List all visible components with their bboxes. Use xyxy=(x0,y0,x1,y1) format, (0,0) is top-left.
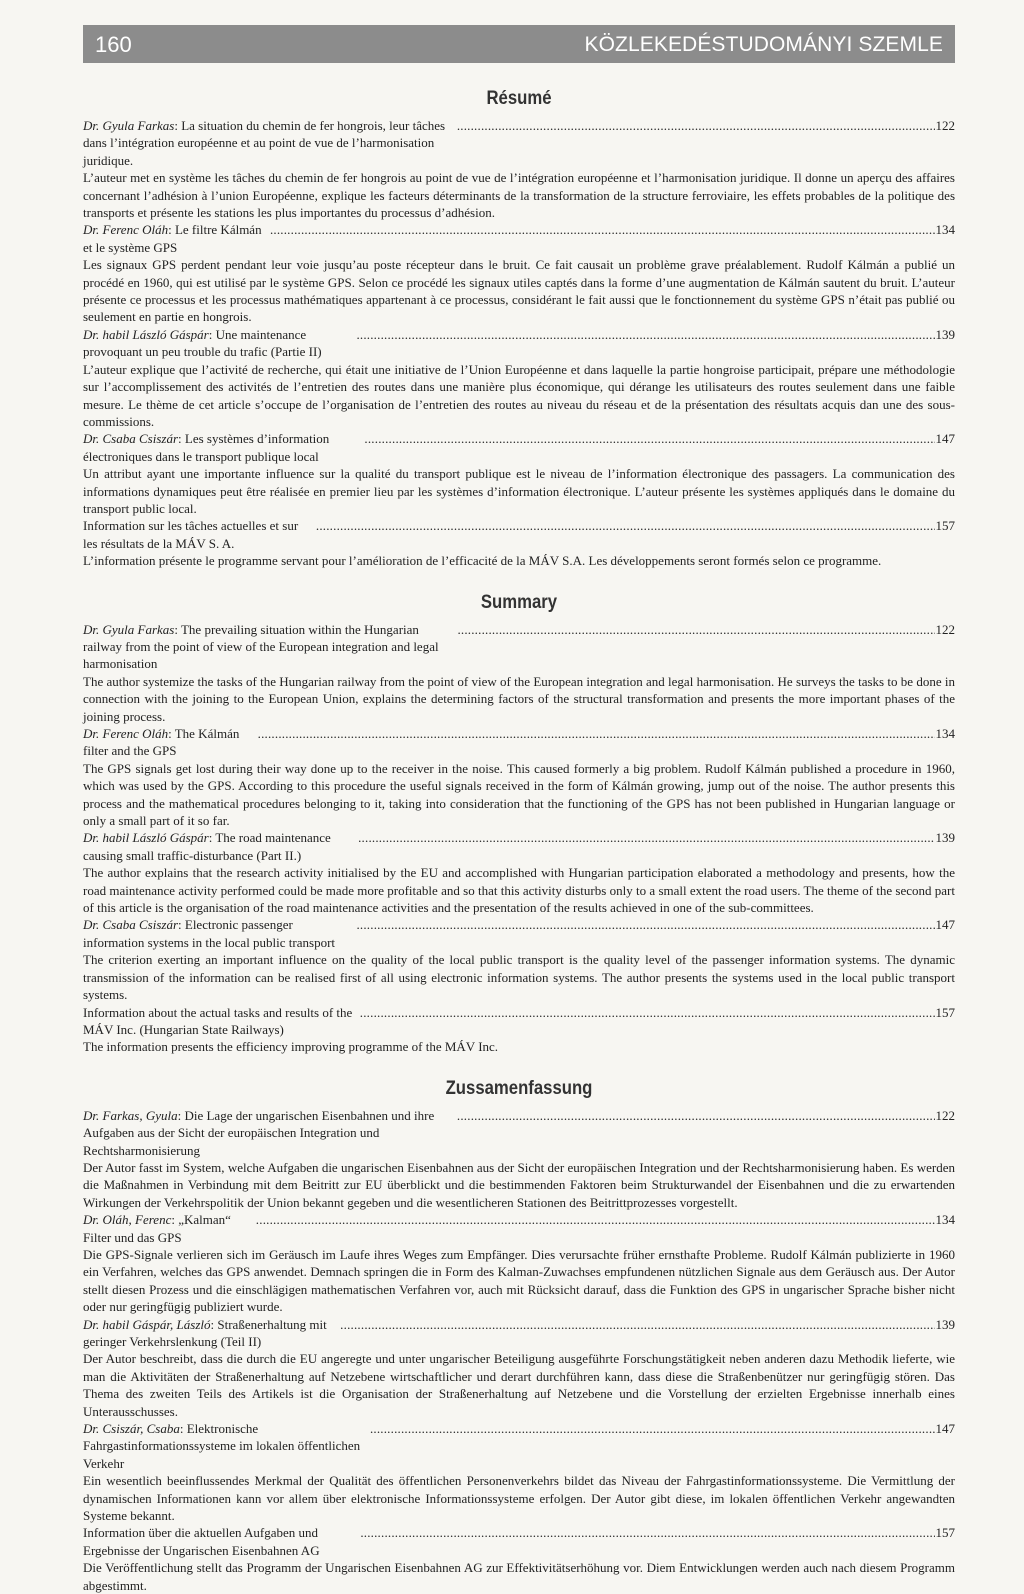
dot-leader xyxy=(356,326,934,343)
entry-title-line xyxy=(83,430,955,465)
entry-author: Dr. Csiszár, Csaba xyxy=(83,1421,180,1437)
entry-title: : „Kalman“ Filter und das GPS xyxy=(83,1212,231,1245)
entry-heading xyxy=(83,430,363,465)
entry-title: : La situation du chemin de fer hongrois, leur tâches dans l’intégration européenne et au point de vue de l’harmonisation juridique. xyxy=(83,118,446,168)
dot-leader xyxy=(364,430,934,447)
abstracts-content xyxy=(83,88,955,1594)
entry-abstract: L’auteur met en système les tâches du chemin de fer hongrois au point de vue de l’intégration européenne et l’harmonisation juridique. Il donne un aperçu des affaires concernant l’adhésion à l’union Européenne, explique les facteurs déterminants de la transformation de la structure ferroviaire, les effets probables de la politique des transports et présente les stations les plus importantes du processus d’adhésion. xyxy=(83,170,955,221)
abstract-entry xyxy=(83,621,955,725)
abstract-entry xyxy=(83,829,955,916)
entry-title-line xyxy=(83,829,955,864)
entry-page-number: 147 xyxy=(935,1421,955,1437)
entry-heading xyxy=(83,829,357,864)
abstract-entry xyxy=(83,517,955,569)
entry-author: Dr. Ferenc Oláh xyxy=(83,726,169,741)
entry-author: Dr. habil László Gáspár xyxy=(83,326,209,342)
section-title: Zussamenfassung xyxy=(445,1077,593,1099)
entry-heading xyxy=(83,117,456,169)
entry-title: : Electronic passenger information systems in the local public transport xyxy=(83,917,336,950)
dot-leader xyxy=(340,1316,934,1333)
entry-title: : Une maintenance provoquant un peu trouble du trafic (Partie II) xyxy=(83,326,322,360)
abstract-entry xyxy=(83,326,955,430)
abstract-entry xyxy=(83,1107,955,1211)
abstract-entry xyxy=(83,916,955,1003)
abstract-entry xyxy=(83,430,955,517)
entry-title-line xyxy=(83,1211,955,1246)
entry-title: : Straßenerhaltung mit geringer Verkehrslenkung (Teil II) xyxy=(83,1316,327,1349)
abstract-entry xyxy=(83,1004,955,1056)
entry-title-line xyxy=(83,725,955,760)
abstract-entry xyxy=(83,725,955,829)
abstract-entry xyxy=(83,221,955,325)
dot-leader xyxy=(258,725,935,742)
section-title: Summary xyxy=(480,591,558,613)
entry-heading xyxy=(83,916,355,951)
section-spacer xyxy=(83,570,955,592)
entry-heading xyxy=(83,621,456,673)
page-number: 160 xyxy=(95,32,132,57)
entry-author: Dr. Gyula Farkas xyxy=(83,621,175,637)
entry-page-number: 122 xyxy=(935,1107,955,1123)
entry-abstract: L’auteur explique que l’activité de recherche, qui était une initiative de l’Union Européenne et dans laquelle la partie hongroise participait, prépare une méthodologie sur l’accomplissement des activités de l’entretien des routes dans une manière plus économique, qui dérange les utilisateurs des routes seulement dans une faible mesure. Le thème de cet article s’occupe de l’organisation de l’entretien des routes au niveau du réseau et de la présentation des résultats acquis dan une des sous-commissions. xyxy=(83,361,955,429)
entry-title: : The prevailing situation within the Hungarian railway from the point of view of the European integration and legal harmonisation xyxy=(83,621,439,672)
abstract-entry xyxy=(83,1211,955,1315)
abstract-entry xyxy=(83,1420,955,1524)
entry-title-line xyxy=(83,621,955,673)
entry-title: : Die Lage der ungarischen Eisenbahnen und ihre Aufgaben aus der Sicht der europäischen Integration und Rechtsharmonisierung xyxy=(83,1107,435,1158)
entry-author: Dr. Ferenc Oláh xyxy=(83,222,169,238)
entry-title-line xyxy=(83,1524,955,1559)
entry-title: : The road maintenance causing small traffic-disturbance (Part II.) xyxy=(83,830,331,863)
entry-author: Dr. Farkas, Gyula xyxy=(83,1107,178,1123)
entry-author: Dr. Oláh, Ferenc xyxy=(83,1212,172,1228)
entry-heading xyxy=(83,1524,359,1559)
dot-leader xyxy=(256,1211,935,1228)
entry-heading xyxy=(83,1004,359,1039)
entry-title: : Le filtre Kálmán et le système GPS xyxy=(83,222,262,255)
entry-abstract: Les signaux GPS perdent pendant leur voie jusqu’au poste récepteur dans le bruit. Ce fait causait un problème grave préalablement. Rudolf Kálmán a publié un procédé en 1960, qui est utilisé par le système GPS. Selon ce procédé les signaux utiles captés dans la forme d’une augmentation de Kálmán sautent du bruit. L’auteur présente ce processus et les processus mathématiques appartenant à ce processus, considérant le fait aussi que le fonctionnement du système GPS n’était pas publié ou seulement en partie en hongrois. xyxy=(83,257,955,325)
entry-page-number: 157 xyxy=(935,1004,955,1020)
dot-leader xyxy=(316,517,935,534)
entry-title-line xyxy=(83,117,955,169)
dot-leader xyxy=(457,117,935,134)
section-spacer xyxy=(83,1056,955,1078)
entry-page-number: 157 xyxy=(935,518,955,534)
entry-title-line xyxy=(83,326,955,361)
entry-page-number: 147 xyxy=(935,917,955,933)
entry-title-line xyxy=(83,1107,955,1159)
entry-abstract: The information presents the efficiency improving programme of the MÁV Inc. xyxy=(83,1039,499,1055)
entry-author: Dr. Csaba Csiszár xyxy=(83,431,179,447)
entry-title: Information sur les tâches actuelles et sur les résultats de la MÁV S. A. xyxy=(83,518,299,551)
entry-title: Information über die aktuellen Aufgaben und Ergebnisse der Ungarischen Eisenbahnen AG xyxy=(83,1525,320,1558)
dot-leader xyxy=(360,1004,935,1021)
section-title: Résumé xyxy=(486,88,552,109)
abstract-entry xyxy=(83,1316,955,1420)
entry-page-number: 157 xyxy=(935,1525,955,1541)
entry-heading xyxy=(83,1420,369,1472)
entry-abstract: Die Veröffentlichung stellt das Programm der Ungarischen Eisenbahnen AG zur Effektivitätserhöhung vor. Diem Entwicklungen werden auch nach diesem Programm abgestimmt. xyxy=(83,1560,955,1593)
entry-abstract: The author systemize the tasks of the Hungarian railway from the point of view of the European integration and legal harmonisation. He surveys the tasks to be done in connection with the joining to the European Union, explains the determining factors of the structural transformation and presents the more important phases of the joining process. xyxy=(83,673,955,724)
entry-title-line xyxy=(83,517,955,552)
entry-page-number: 147 xyxy=(935,431,955,447)
entry-title: Information about the actual tasks and results of the MÁV Inc. (Hungarian State Railways) xyxy=(83,1004,353,1037)
entry-title-line xyxy=(83,221,955,256)
section-summary xyxy=(83,592,955,1056)
entry-heading xyxy=(83,326,355,361)
entry-title-line xyxy=(83,1316,955,1351)
dot-leader xyxy=(358,829,934,846)
entry-page-number: 134 xyxy=(935,726,955,741)
entry-title-line xyxy=(83,916,955,951)
entry-heading xyxy=(83,1211,255,1246)
entry-heading xyxy=(83,725,257,760)
entry-title: : Les systèmes d’information électroniques dans le transport publique local xyxy=(83,431,330,464)
entry-page-number: 134 xyxy=(935,222,955,238)
abstract-entry xyxy=(83,1524,955,1594)
entry-page-number: 139 xyxy=(935,326,955,342)
dot-leader xyxy=(457,1107,935,1124)
entry-author: Dr. habil Gáspár, László xyxy=(83,1316,211,1332)
entry-page-number: 139 xyxy=(935,830,955,846)
entry-title: : The Kálmán filter and the GPS xyxy=(83,726,240,759)
dot-leader xyxy=(457,621,934,638)
entry-title-line xyxy=(83,1004,955,1039)
entry-abstract: L’information présente le programme servant pour l’amélioration de l’efficacité de la MÁV S.A. Les développements seront formés selon ce programme. xyxy=(83,553,882,569)
entry-abstract: Die GPS-Signale verlieren sich im Geräusch im Laufe ihres Weges zum Empfänger. Dies verursachte früher ernsthafte Probleme. Rudolf Kálmán publizierte in 1960 ein Verfahren, welches das GPS anwendet. Demnach springen die in Form des Kalman-Zuwachses empfundenen nützlichen Signale aus dem Geräusch aus. Der Autor stellt diesen Prozess und die einschlägigen mathematischen Verfahren vor, auch mit Rücksicht darauf, dass die Funktion des GPS in ungarischer Sprache bisher nicht oder nur geringfügig publiziert wurde. xyxy=(83,1246,955,1315)
entry-abstract: Der Autor fasst im System, welche Aufgaben die ungarischen Eisenbahnen aus der Sicht der europäischen Integration und der Rechtsharmonisierung haben. Es werden die Maßnahmen in Verbindung mit dem Beitritt zur EU überblickt und die bestimmenden Faktoren beim Strukturwandel der Eisenbahnen und die zu erwartenden Wirkungen der Verkehrspolitik der Union bekannt gegeben und die wesentlicheren Stationen des Beitrittprozesses vorgestellt. xyxy=(83,1159,955,1210)
entry-page-number: 122 xyxy=(935,118,955,133)
dot-leader xyxy=(356,916,934,933)
section-zusammenfassung xyxy=(83,1078,955,1594)
entry-abstract: The author explains that the research activity initialised by the EU and accomplished with Hungarian participation elaborated a methodology and presents, how the road maintenance activity performed could be made more profitable and so that this activity disturbs only to a small extent the road users. The theme of the second part of this article is the organisation of the road maintenance activities and the presentation of the results achieved in one of the sub-committees. xyxy=(83,865,955,916)
entry-heading xyxy=(83,517,315,552)
dot-leader xyxy=(270,221,935,238)
entry-page-number: 122 xyxy=(935,621,955,637)
entry-heading xyxy=(83,221,269,256)
entry-heading xyxy=(83,1107,456,1159)
section-resume xyxy=(83,88,955,570)
page-header xyxy=(83,25,955,63)
abstract-entry xyxy=(83,117,955,221)
entry-title: : Elektronische Fahrgastinformationssysteme im lokalen öffentlichen Verkehr xyxy=(83,1421,361,1471)
entry-author: Dr. Gyula Farkas xyxy=(83,118,175,133)
entry-abstract: The criterion exerting an important influence on the quality of the local public transport is the quality level of the passenger information systems. The dynamic transmission of the information can be realised first of all using electronic information systems. The author presents the systems used in the local public transport systems. xyxy=(83,952,955,1003)
entry-abstract: Der Autor beschreibt, dass die durch die EU angeregte und unter ungarischer Beteiligung ausgeführte Forschungstätigkeit neben anderen dazu Methodik lieferte, wie man die Aktivitäten der Straßenerhaltung auf Netzebene wirtschaftlicher und derart durchführen kann, dass diese die Straßenbenützer nur geringfügig stören. Das Thema des zweiten Teils des Artikels ist die Organisation der Straßenerhaltung auf Netzebene und die Vorstellung der erzielten Ergebnisse innerhalb eines Unterausschusses. xyxy=(83,1351,955,1419)
entry-page-number: 139 xyxy=(935,1316,955,1332)
entry-abstract: Ein wesentlich beeinflussendes Merkmal der Qualität des öffentlichen Personenverkehrs bildet das Niveau der Fahrgastinformationssysteme. Die Vermittlung der dynamischen Informationen kann vor allem über elektronische Informationssysteme erfolgen. Der Autor gibt diese, im lokalen öffentlichen Verkehr angewandten Systeme bekannt. xyxy=(83,1473,955,1524)
entry-abstract: Un attribut ayant une importante influence sur la qualité du transport publique est le niveau de l’information électronique des passagers. La communication des informations dynamiques peut être réalisée en premier lieu par les systèmes d’information électronique. L’auteur présente les systèmes appliqués dans le domaine du transport public local. xyxy=(83,466,955,516)
entry-heading xyxy=(83,1316,339,1351)
dot-leader xyxy=(360,1524,934,1541)
entry-author: Dr. Csaba Csiszár xyxy=(83,917,179,933)
entry-author: Dr. habil László Gáspár xyxy=(83,830,209,846)
entry-page-number: 134 xyxy=(935,1212,955,1228)
dot-leader xyxy=(370,1420,935,1437)
entry-abstract: The GPS signals get lost during their way done up to the receiver in the noise. This caused formerly a big problem. Rudolf Kálmán published a procedure in 1960, which was used by the GPS. According to this procedure the useful signals received in the form of Kálmán growing, jump out of the noise. The author presents this process and the mathematical procedures belonging to it, taking into consideration that the functioning of the GPS has not been published in Hungarian language or only a small part of it so far. xyxy=(83,760,955,829)
entry-title-line xyxy=(83,1420,955,1472)
journal-title: KÖZLEKEDÉSTUDOMÁNYI SZEMLE xyxy=(584,33,943,56)
